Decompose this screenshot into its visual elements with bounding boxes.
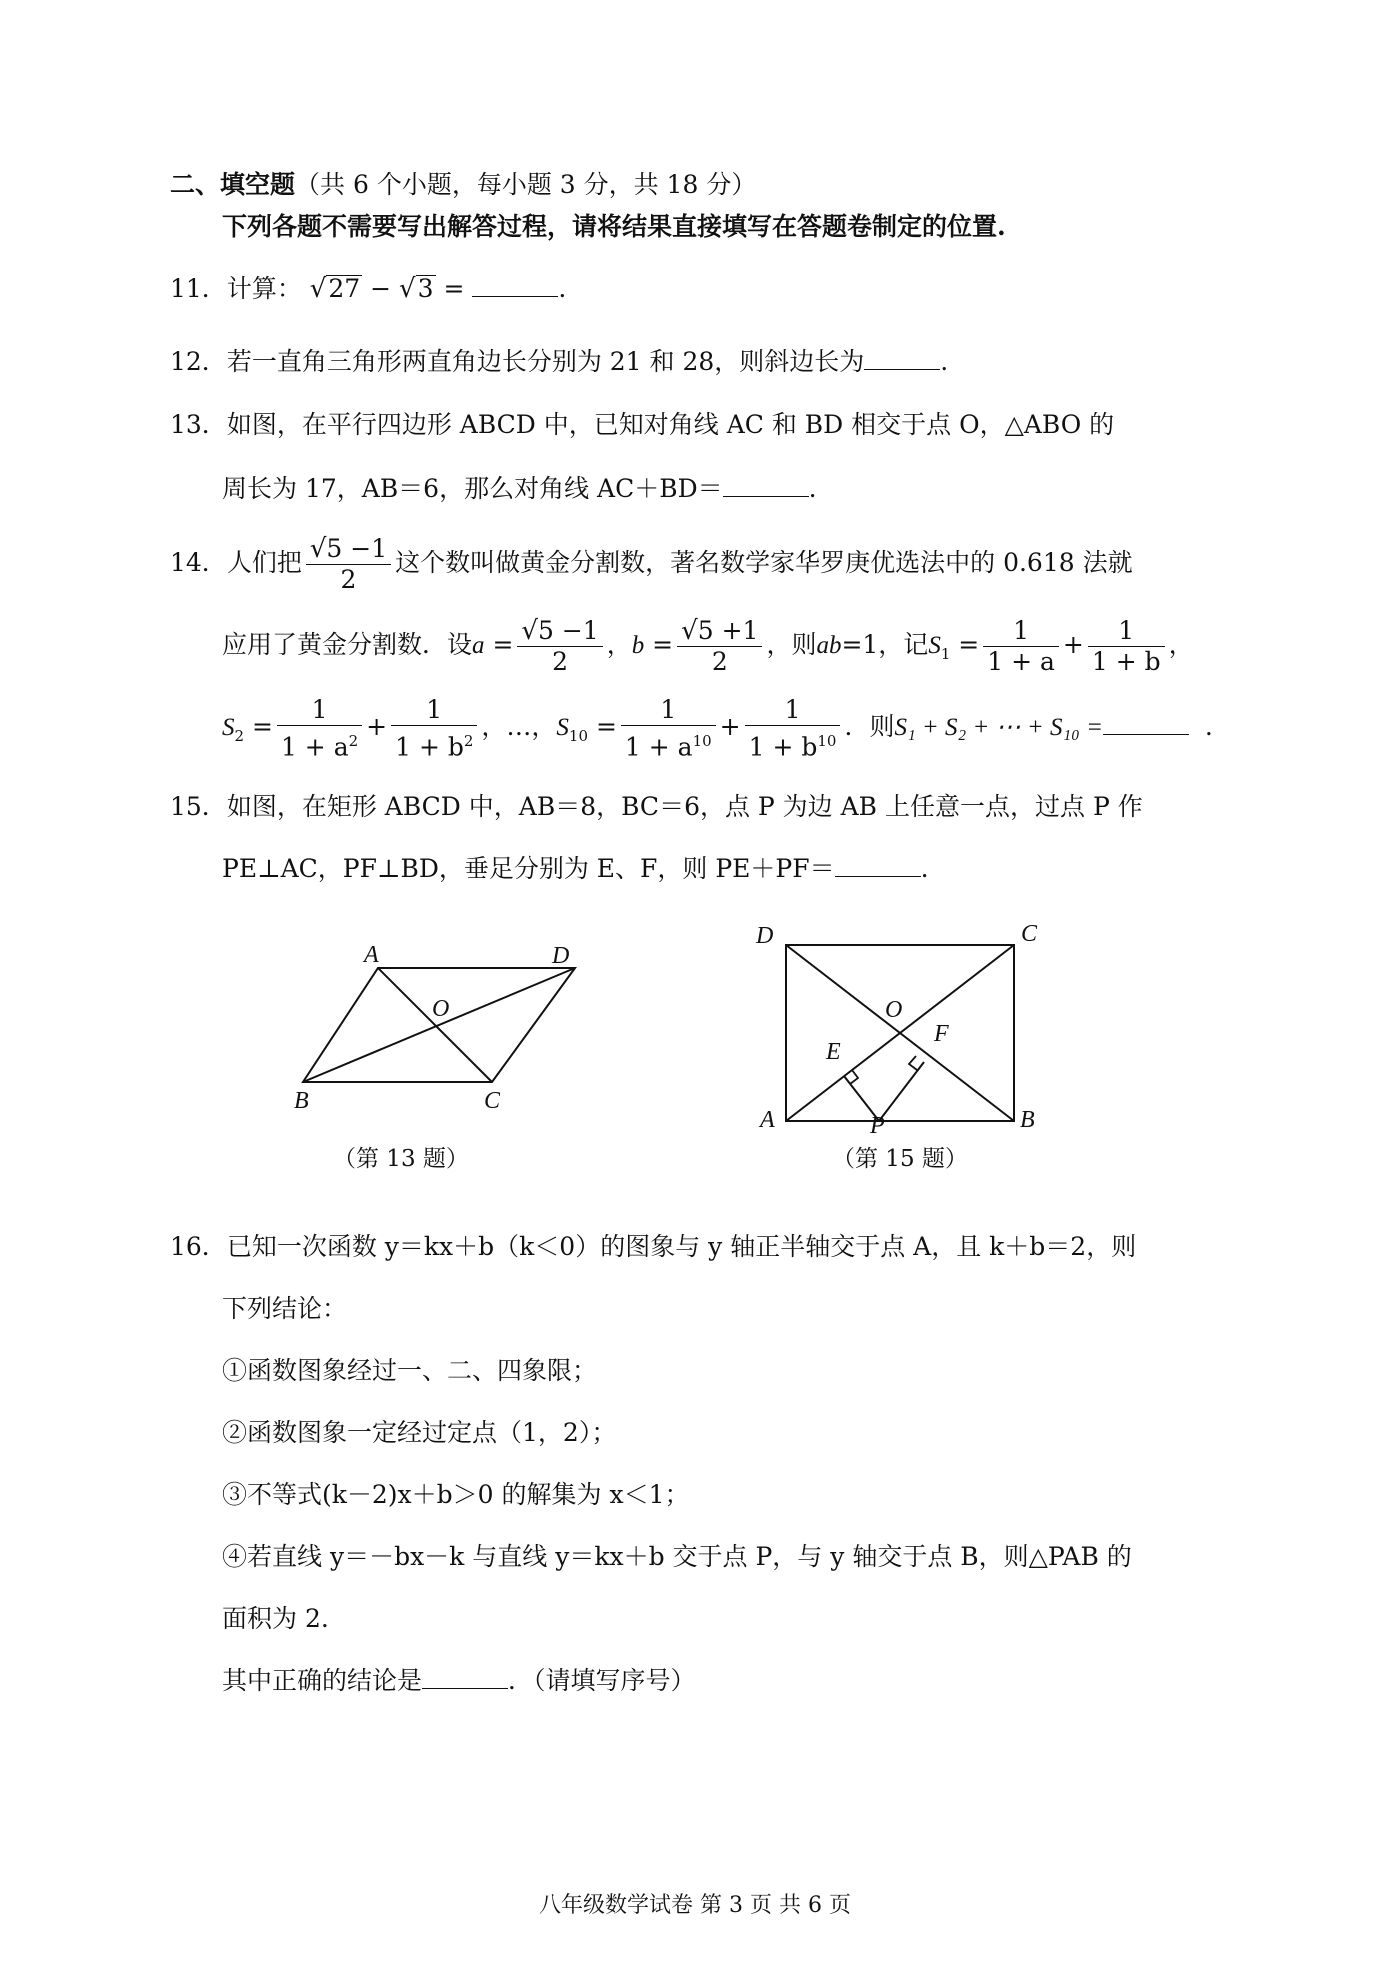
q14-line3: $S_2$ = $\frac{1}{1 + a^2}$ + $\frac{1}{1 + b^2}$ ，…，$S_{10}$ = $\frac{1}{1 + a^{10}}$ + $\frac{1}{1 + b^{10}}$ ．则S₁ + S₂ + ⋯ + S₁₀ = . <box>222 694 1213 762</box>
q16-conclusion-3: ③不等式(k－2)x＋b＞0 的解集为 x＜1； <box>222 1480 690 1509</box>
q12-answer-blank <box>864 347 940 370</box>
fig15-label-e: E <box>826 1039 841 1065</box>
q16-conclusion-4-cont: 面积为 2. <box>222 1604 329 1633</box>
fig15-label-b: B <box>1020 1107 1035 1133</box>
q16-line1: 已知一次函数 y＝kx＋b（k＜0）的图象与 y 轴正半轴交于点 A，且 k＋b＝2，则 <box>226 1232 1137 1261</box>
q16-number: 16． <box>170 1232 227 1261</box>
section-title <box>170 168 756 202</box>
q14-s2-frac-b: $\frac{1}{1 + b^2}$ <box>391 695 477 762</box>
question-11: 11．计算： √27 − √3 = . <box>170 274 567 304</box>
q13-line1: 如图，在平行四边形 ABCD 中，已知对角线 AC 和 BD 相交于点 O，△ABO 的 <box>226 410 1115 439</box>
q16-answer-blank <box>422 1666 508 1689</box>
section-note: （共 6 个小题，每小题 3 分，共 18 分） <box>295 170 757 199</box>
q16-answer-row: 其中正确的结论是 ．（请填写序号） <box>222 1666 696 1695</box>
q15-line2-row: PE⊥AC，PF⊥BD，垂足分别为 E、F，则 PE＋PF＝ . <box>222 854 929 883</box>
q14-line1: 这个数叫做黄金分割数，著名数学家华罗庚优选法中的 0.618 法就 <box>395 548 1133 577</box>
q14-sum: S₁ + S₂ + ⋯ + S₁₀ = <box>894 714 1103 741</box>
figure-15-caption: （第 15 题） <box>832 1146 968 1172</box>
q11-answer-blank <box>472 274 558 297</box>
q15-answer-blank <box>835 854 921 877</box>
q16-conclusion-2: ②函数图象一定经过定点（1，2）； <box>222 1418 617 1447</box>
fig13-label-a: A <box>364 942 379 968</box>
fig13-label-b: B <box>294 1088 309 1114</box>
q11-text: 计算： <box>226 274 302 303</box>
section-instruction: 下列各题不需要写出解答过程，请将结果直接填写在答题卷制定的位置. <box>222 212 1006 241</box>
q14-s2-frac-a: $\frac{1}{1 + a^2}$ <box>277 695 362 762</box>
figure-15-rectangle <box>748 915 1068 1135</box>
q12-text: 若一直角三角形两直角边长分别为 21 和 28，则斜边长为 <box>226 347 865 376</box>
fig13-label-d: D <box>552 943 570 969</box>
figure-13-parallelogram <box>290 930 610 1120</box>
right-angle-e <box>850 1070 858 1084</box>
fig15-label-d: D <box>756 923 774 949</box>
q15-number: 15． <box>170 792 227 821</box>
q11-expression: √27 − √3 = <box>309 274 465 304</box>
q15-line2: PE⊥AC，PF⊥BD，垂足分别为 E、F，则 PE＋PF＝ <box>222 854 835 883</box>
q14-s1-frac-b: $\frac{1}{1 + b}$ <box>1088 616 1165 677</box>
fig15-label-o: O <box>885 997 903 1023</box>
question-15 <box>170 790 1143 824</box>
q16-line2: 下列结论： <box>222 1294 348 1323</box>
question-16 <box>170 1230 1136 1264</box>
q14-s10-frac-b: $\frac{1}{1 + b^{10}}$ <box>745 695 841 762</box>
q14-number: 14． <box>170 548 227 577</box>
q13-line2: 周长为 17，AB＝6，那么对角线 AC＋BD＝ <box>222 474 723 503</box>
right-angle-f <box>909 1056 917 1070</box>
q14-golden-fraction: $\frac{√5 -1}{2}$ <box>306 534 391 595</box>
q15-line1: 如图，在矩形 ABCD 中，AB＝8，BC＝6，点 P 为边 AB 上任意一点，过点 P 作 <box>226 792 1143 821</box>
question-14: 14．人们把 $\frac{√5 -1}{2}$ 这个数叫做黄金分割数，著名数学家华罗庚优选法中的 0.618 法就 <box>170 534 1133 594</box>
fig13-label-o: O <box>432 996 450 1022</box>
q12-number: 12． <box>170 347 227 376</box>
section-heading: 二、填空题 <box>170 170 296 199</box>
q14-s1-frac-a: $\frac{1}{1 + a}$ <box>983 616 1059 677</box>
q11-number: 11． <box>170 274 227 303</box>
q16-conclusion-4: ④若直线 y＝－bx－k 与直线 y＝kx＋b 交于点 P，与 y 轴交于点 B，则△PAB 的 <box>222 1542 1132 1571</box>
q16-conclusion-1: ①函数图象经过一、二、四象限； <box>222 1356 598 1385</box>
q13-line2-row: 周长为 17，AB＝6，那么对角线 AC＋BD＝ . <box>222 474 817 503</box>
question-13 <box>170 408 1114 442</box>
q14-answer-blank <box>1103 712 1189 735</box>
q14-s10-frac-a: $\frac{1}{1 + a^{10}}$ <box>621 695 716 762</box>
fig15-label-f: F <box>934 1021 949 1047</box>
fig15-label-c: C <box>1021 921 1038 947</box>
fig15-label-a: A <box>760 1107 775 1133</box>
q14-line2: 应用了黄金分割数．设a = $\frac{√5 -1}{2}$ ，b = $\frac{√5 +1}{2}$ ，则ab=1，记$S_1$ = $\frac{1}{1 + a}$ + $\frac{1}{1 + b}$ ， <box>222 616 1194 676</box>
figure-13-caption: （第 13 题） <box>333 1146 469 1172</box>
q13-number: 13． <box>170 410 227 439</box>
question-12: 12．若一直角三角形两直角边长分别为 21 和 28，则斜边长为 . <box>170 347 949 376</box>
q13-answer-blank <box>723 474 809 497</box>
q14-b-fraction: $\frac{√5 +1}{2}$ <box>677 616 762 677</box>
segment-pf <box>879 1062 924 1121</box>
diagonal-ac <box>378 968 492 1082</box>
q14-a-fraction: $\frac{√5 -1}{2}$ <box>517 616 602 677</box>
fig13-label-c: C <box>484 1088 501 1114</box>
fig15-label-p: P <box>870 1113 885 1135</box>
page-footer: 八年级数学试卷 第 3 页 共 6 页 <box>539 1893 851 1918</box>
